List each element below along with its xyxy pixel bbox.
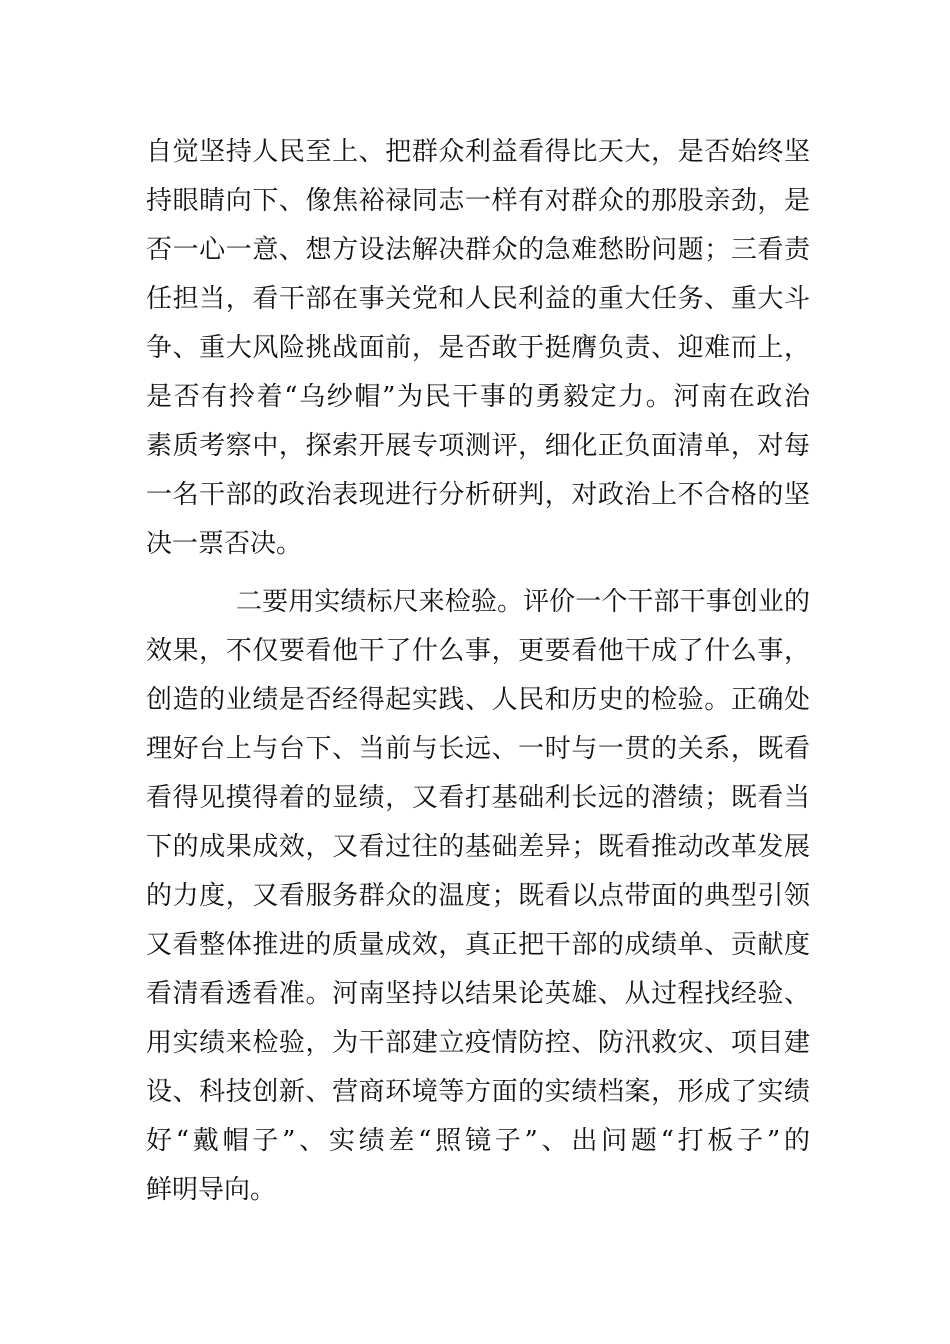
paragraph-performance-standard <box>146 578 810 1215</box>
text-line: 看得见摸得着的显绩，又看打基础利长远的潜绩；既看当 <box>146 783 810 813</box>
text-line: 持眼睛向下、像焦裕禄同志一样有对群众的那股亲劲，是 <box>146 186 810 216</box>
text-line-first-indented: 二要用实绩标尺来检验。评价一个干部干事创业的 <box>236 587 810 617</box>
text-line: 用实绩来检验，为干部建立疫情防控、防汛救灾、项目建 <box>146 1028 810 1058</box>
text-line: 一名干部的政治表现进行分析研判，对政治上不合格的坚 <box>146 480 810 510</box>
text-line: 好“戴帽子”、实绩差“照镜子”、出问题“打板子”的 <box>146 1126 810 1156</box>
text-line: 争、重大风险挑战面前，是否敢于挺膺负责、迎难而上， <box>146 333 810 363</box>
text-line: 任担当，看干部在事关党和人民利益的重大任务、重大斗 <box>146 284 810 314</box>
text-line-last: 鲜明导向。 <box>146 1175 277 1205</box>
text-line-last: 决一票否决。 <box>146 529 303 559</box>
text-line: 效果，不仅要看他干了什么事，更要看他干成了什么事， <box>146 636 810 666</box>
text-line: 创造的业绩是否经得起实践、人民和历史的检验。正确处 <box>146 685 810 715</box>
text-line: 否一心一意、想方设法解决群众的急难愁盼问题；三看责 <box>146 235 810 265</box>
text-line: 看清看透看准。河南坚持以结果论英雄、从过程找经验、 <box>146 979 810 1009</box>
text-line: 自觉坚持人民至上、把群众利益看得比天大，是否始终坚 <box>146 137 810 167</box>
text-line: 理好台上与台下、当前与长远、一时与一贯的关系，既看 <box>146 734 810 764</box>
text-line: 设、科技创新、营商环境等方面的实绩档案，形成了实绩 <box>146 1077 810 1107</box>
text-line: 素质考察中，探索开展专项测评，细化正负面清单，对每 <box>146 431 810 461</box>
paragraph-political-quality <box>146 128 810 569</box>
text-line: 的力度，又看服务群众的温度；既看以点带面的典型引领 <box>146 881 810 911</box>
text-line: 又看整体推进的质量成效，真正把干部的成绩单、贡献度 <box>146 930 810 960</box>
text-line: 下的成果成效，又看过往的基础差异；既看推动改革发展 <box>146 832 810 862</box>
text-line: 是否有拎着“乌纱帽”为民干事的勇毅定力。河南在政治 <box>146 382 810 412</box>
